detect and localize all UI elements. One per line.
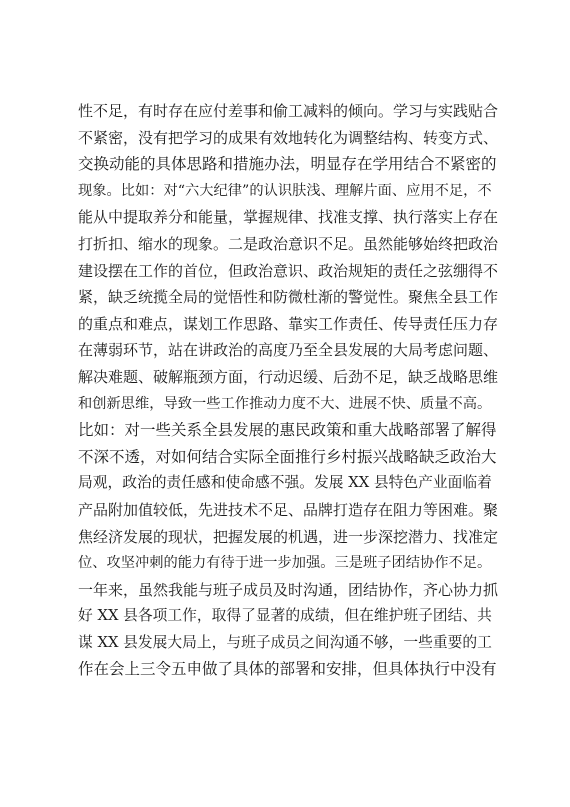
text-line: 现象。比如：对“六大纪律”的认识肤浅、理解片面、应用不足，不 <box>78 182 492 199</box>
text-line: 在薄弱环节，站在讲政治的高度乃至全县发展的大局考虑问题、 <box>78 341 499 360</box>
text-line: 建设摆在工作的首位，但政治意识、政治规矩的责任之弦绷得不 <box>78 261 499 280</box>
text-line: 好 XX 县各项工作，取得了显著的成绩，但在维护班子团结、共 <box>78 607 492 625</box>
text-line: 作在会上三令五申做了具体的部署和安排，但具体执行中没有 <box>78 660 497 679</box>
text-line: 的重点和难点，谋划工作思路、靠实工作责任、传导责任压力存 <box>78 314 499 333</box>
text-line: 交换动能的具体思路和措施办法，明显存在学用结合不紧密的 <box>78 155 497 174</box>
text-line: 不深不透，对如何结合实际全面推行乡村振兴战略缺乏政治大 <box>78 447 497 466</box>
text-line: 焦经济发展的现状，把握发展的机遇，进一步深挖潜力、找准定 <box>78 527 499 546</box>
text-line: 能从中提取养分和能量，掌握规律、找准支撑、执行落实上存在 <box>78 208 499 227</box>
text-line: 产品附加值较低，先进技术不足、品牌打造存在阻力等困难。聚 <box>78 500 499 519</box>
text-line: 不紧密，没有把学习的成果有效地转化为调整结构、转变方式、 <box>78 128 499 147</box>
text-line: 紧，缺乏统揽全局的觉悟性和防微杜渐的警觉性。聚焦全县工作 <box>78 288 499 307</box>
text-line: 打折扣、缩水的现象。二是政治意识不足。虽然能够始终把政治 <box>78 234 499 253</box>
text-line: 一年来，虽然我能与班子成员及时沟通，团结协作，齐心协力抓 <box>78 580 499 599</box>
text-line: 性不足，有时存在应付差事和偷工减料的倾向。学习与实践贴合 <box>78 102 499 120</box>
text-line: 比如：对一些关系全县发展的惠民政策和重大战略部署了解得 <box>78 421 497 440</box>
text-line: 和创新思维，导致一些工作推动力度不大、进展不快、质量不高。 <box>78 395 492 412</box>
text-line: 谋 XX 县发展大局上，与班子成员之间沟通不够，一些重要的工 <box>78 633 492 651</box>
body-text <box>78 98 498 683</box>
text-line: 局观，政治的责任感和使命感不强。发展 XX 县特色产业面临着 <box>78 474 492 492</box>
text-line: 位、攻坚冲刺的能力有待于进一步加强。三是班子团结协作不足。 <box>78 555 492 572</box>
text-line: 解决难题、破解瓶颈方面，行动迟缓、后劲不足，缺乏战略思维 <box>78 367 499 386</box>
